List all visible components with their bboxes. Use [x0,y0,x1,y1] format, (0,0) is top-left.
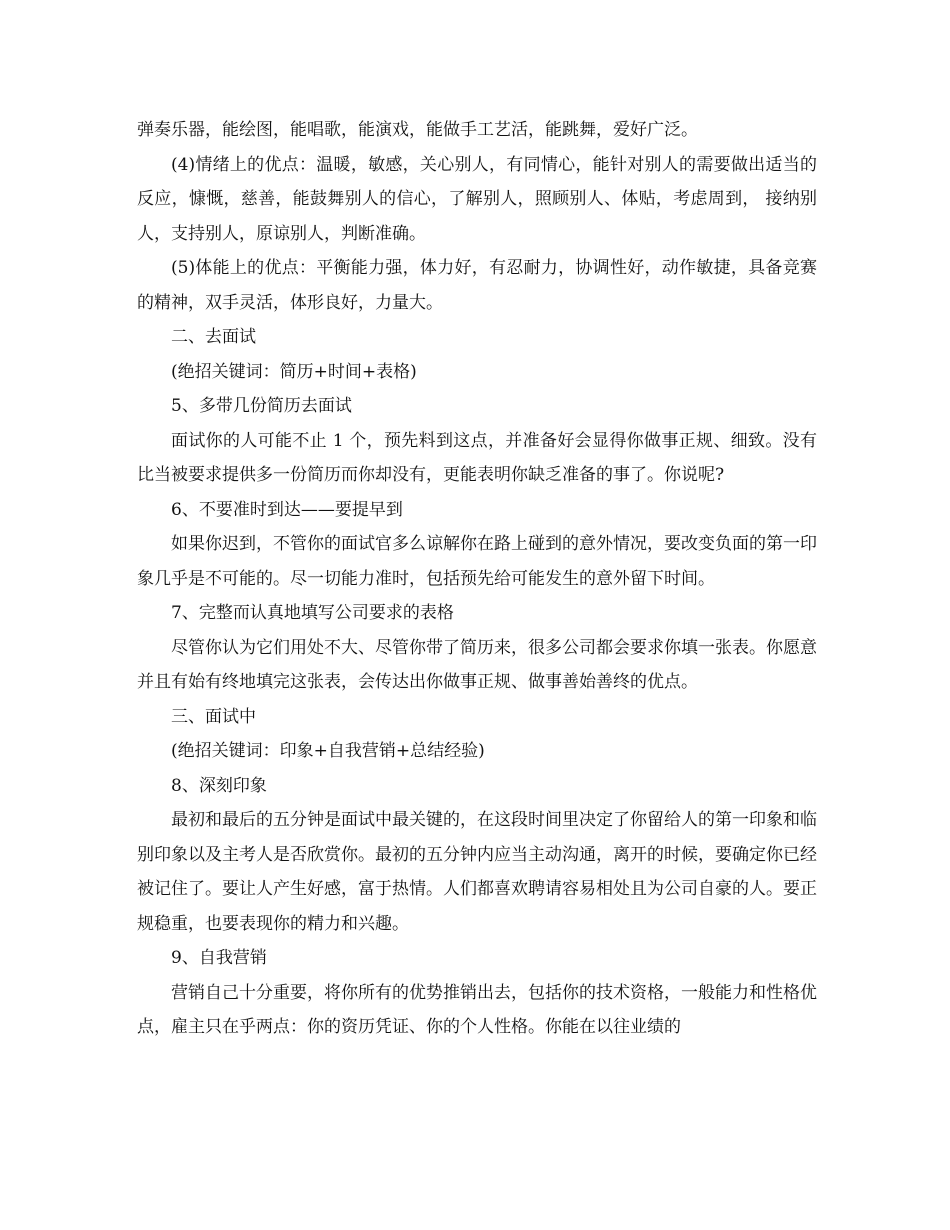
tip-body-7: 尽管你认为它们用处不大、尽管你带了简历来，很多公司都会要求你填一张表。你愿意并且有始有终地填完这张表，会传达出你做事正规、做事善始善终的优点。 [137,637,817,692]
section-heading-during-interview: 三、面试中 [171,706,256,727]
tip-heading-6: 6、不要准时到达——要提早到 [171,499,403,520]
document-body [137,113,817,1045]
section-heading-interview: 二、去面试 [171,327,256,347]
keywords-interview: (绝招关键词：简历+时间+表格) [171,361,417,382]
tip-body-5: 面试你的人可能不止 1 个，预先料到这点，并准备好会显得你做事正规、细致。没有比当被要求提供多一份简历而你却没有，更能表明你缺乏准备的事了。你说呢? [137,430,817,485]
paragraph-physical-strengths: (5)体能上的优点：平衡能力强，体力好，有忍耐力，协调性好，动作敏捷，具备竞赛的精神，双手灵活，体形良好，力量大。 [137,258,817,313]
tip-body-8: 最初和最后的五分钟是面试中最关键的，在这段时间里决定了你留给人的第一印象和临别印象以及主考人是否欣赏你。最初的五分钟内应当主动沟通，离开的时候，要确定你已经被记住了。要让人产生好感，富于热情。人们都喜欢聘请容易相处且为公司自豪的人。要正规稳重，也要表现你的精力和兴趣。 [137,810,817,934]
paragraph-emotional-strengths: (4)情绪上的优点：温暖，敏感，关心别人，有同情心，能针对别人的需要做出适当的反应，慷慨，慈善，能鼓舞别人的信心，了解别人，照顾别人、体贴，考虑周到， 接纳别人，支持别人，原谅别人，判断准确。 [137,154,817,244]
tip-heading-7: 7、完整而认真地填写公司要求的表格 [171,603,454,623]
tip-body-6: 如果你迟到，不管你的面试官多么谅解你在路上碰到的意外情况，要改变负面的第一印象几乎是不可能的。尽一切能力准时，包括预先给可能发生的意外留下时间。 [137,534,817,589]
tip-heading-8: 8、深刻印象 [171,775,267,796]
tip-heading-5: 5、多带几份简历去面试 [171,396,352,416]
tip-body-9: 营销自己十分重要，将你所有的优势推销出去，包括你的技术资格，一般能力和性格优点，雇主只在乎两点：你的资历凭证、你的个人性格。你能在以往业绩的 [137,982,817,1037]
paragraph-hobbies-tail: 弹奏乐器，能绘图，能唱歌，能演戏，能做手工艺活，能跳舞，爱好广泛。 [137,120,698,140]
tip-heading-9: 9、自我营销 [171,948,267,968]
keywords-during-interview: (绝招关键词：印象+自我营销+总结经验) [171,741,485,761]
